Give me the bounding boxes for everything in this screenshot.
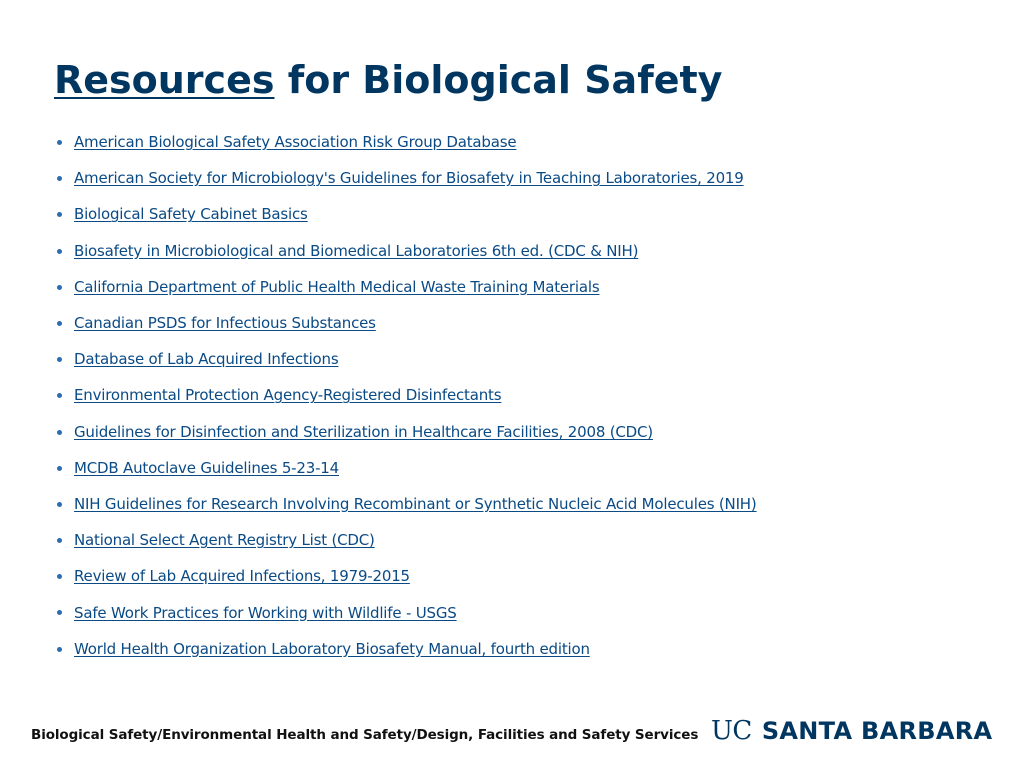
bullet-icon [57,321,62,326]
resources-title-link[interactable]: Resources [54,58,275,102]
bullet-icon [57,538,62,543]
resource-link-nih-guidelines[interactable]: NIH Guidelines for Research Involving Recombinant or Synthetic Nucleic Acid Molecules (NIH) [74,494,757,513]
resource-link-cdph-medical-waste[interactable]: California Department of Public Health Medical Waste Training Materials [74,277,600,296]
list-item [54,160,954,196]
bullet-icon [57,212,62,217]
list-item [54,414,954,450]
bullet-icon [57,574,62,579]
bullet-icon [57,393,62,398]
ucsb-logo [711,716,992,752]
list-item [54,341,954,377]
page-title-rest: for Biological Safety [287,58,723,102]
resource-link-usgs-wildlife[interactable]: Safe Work Practices for Working with Wildlife - USGS [74,603,457,622]
list-item [54,631,954,667]
resource-link-who-biosafety-manual[interactable]: World Health Organization Laboratory Biosafety Manual, fourth edition [74,639,590,658]
list-item [54,233,954,269]
resource-link-canadian-psds[interactable]: Canadian PSDS for Infectious Substances [74,314,376,333]
list-item [54,486,954,522]
bullet-icon [57,357,62,362]
resource-link-bsc-basics[interactable]: Biological Safety Cabinet Basics [74,205,308,224]
list-item [54,269,954,305]
resource-link-bmbl[interactable]: Biosafety in Microbiological and Biomedical Laboratories 6th ed. (CDC & NIH) [74,241,639,260]
resource-link-absa-risk-group[interactable]: American Biological Safety Association Risk Group Database [74,133,517,152]
list-item [54,522,954,558]
bullet-icon [57,285,62,290]
bullet-icon [57,249,62,254]
resource-link-asm-guidelines[interactable]: American Society for Microbiology's Guidelines for Biosafety in Teaching Laboratories, 2019 [74,169,744,188]
list-item [54,450,954,486]
list-item [54,558,954,594]
resource-link-mcdb-autoclave[interactable]: MCDB Autoclave Guidelines 5-23-14 [74,458,339,477]
list-item [54,305,954,341]
bullet-icon [57,176,62,181]
list-item [54,594,954,630]
bullet-icon [57,502,62,507]
bullet-icon [57,610,62,615]
list-item [54,377,954,413]
list-item [54,196,954,232]
footer-department: Biological Safety/Environmental Health and Safety/Design, Facilities and Safety Services [31,727,699,743]
logo-santa-barbara: SANTA BARBARA [761,717,993,745]
resource-link-lai-review[interactable]: Review of Lab Acquired Infections, 1979-2015 [74,567,410,586]
resource-list [54,124,954,667]
resource-link-select-agent-list[interactable]: National Select Agent Registry List (CDC) [74,531,375,550]
bullet-icon [57,140,62,145]
bullet-icon [57,466,62,471]
logo-uc: UC [711,716,752,746]
resource-link-disinfection-guidelines[interactable]: Guidelines for Disinfection and Sterilization in Healthcare Facilities, 2008 (CDC) [74,422,653,441]
list-item [54,124,954,160]
bullet-icon [57,647,62,652]
bullet-icon [57,430,62,435]
resource-link-epa-disinfectants[interactable]: Environmental Protection Agency-Registered Disinfectants [74,386,502,405]
resource-link-lai-database[interactable]: Database of Lab Acquired Infections [74,350,339,369]
page-title [54,52,722,108]
